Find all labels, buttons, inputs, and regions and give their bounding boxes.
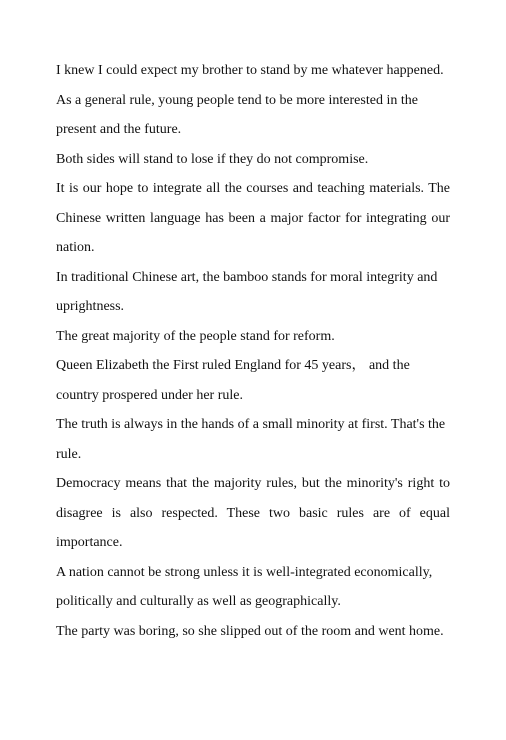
sentence-stand-by: I knew I could expect my brother to stand by me whatever happened. <box>56 63 444 78</box>
sentence-general-rule: As a general rule, young people tend to be more interested in the present and the future. <box>56 92 418 137</box>
sentence-the-rule: The truth is always in the hands of a small minority at first. That's the rule. <box>56 417 446 462</box>
sentence-democracy: Democracy means that the majority rules, but the minority's right to disagree is also respected. These two basic rules are of equal importance. <box>56 476 450 550</box>
sentence-ruled-england: Queen Elizabeth the First ruled England for 45 years， and the country prospered under her rule. <box>56 358 410 403</box>
sentence-well-integrated: A nation cannot be strong unless it is well-integrated economically, politically and culturally as well as geographically. <box>56 564 433 609</box>
sentence-stands-for: In traditional Chinese art, the bamboo stands for moral integrity and uprightness. <box>56 269 438 314</box>
sentence-integrate: It is our hope to integrate all the courses and teaching materials. The Chinese written language has been a major factor for integrating our nation. <box>56 181 450 255</box>
sentence-stand-for-reform: The great majority of the people stand for reform. <box>56 328 335 344</box>
sentence-slipped-out: The party was boring, so she slipped out of the room and went home. <box>56 623 444 639</box>
document-body <box>56 56 450 641</box>
sentence-stand-to-lose: Both sides will stand to lose if they do not compromise. <box>56 151 369 167</box>
